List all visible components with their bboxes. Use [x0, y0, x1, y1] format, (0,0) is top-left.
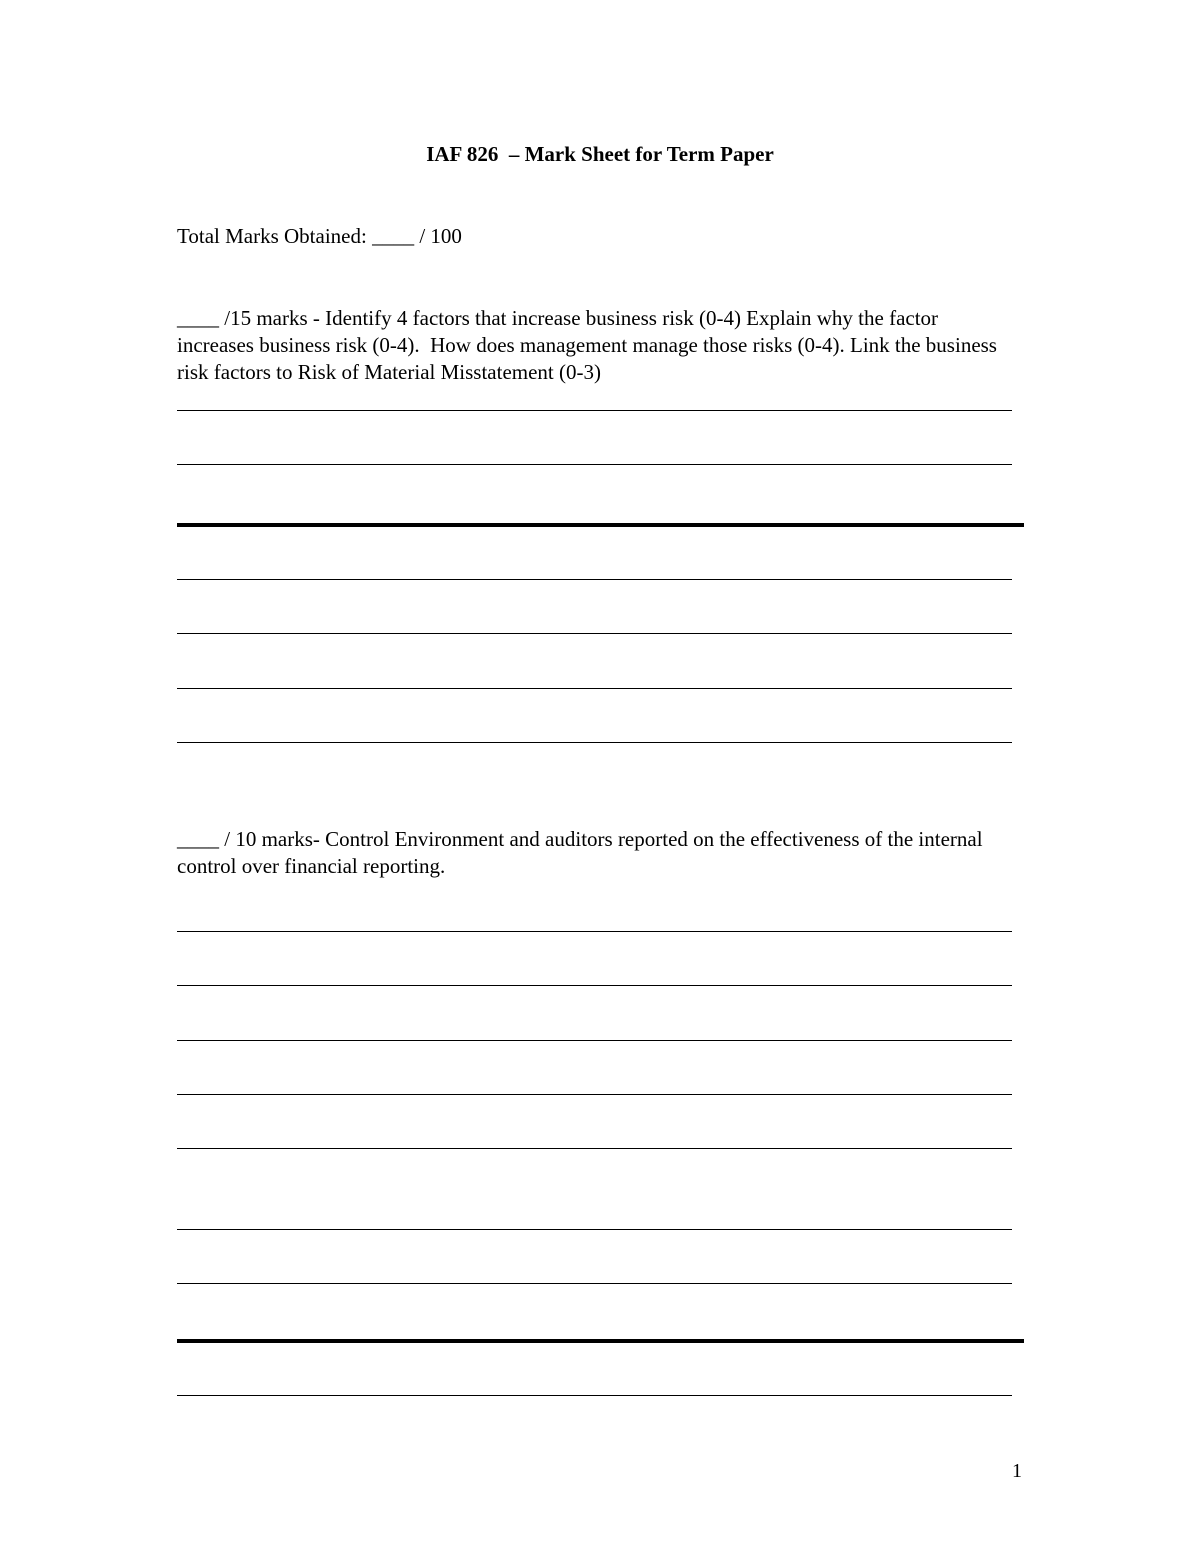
answer-line [177, 1395, 1012, 1396]
answer-line [177, 1148, 1012, 1149]
answer-line [177, 1283, 1012, 1284]
answer-line [177, 688, 1012, 689]
page-number: 1 [1012, 1460, 1022, 1482]
answer-line [177, 464, 1012, 465]
section-divider [177, 523, 1024, 527]
answer-line [177, 985, 1012, 986]
answer-line [177, 742, 1012, 743]
section2-prompt: ____ / 10 marks- Control Environment and auditors reported on the effectiveness of the internal control over financial reporting. [177, 827, 988, 878]
answer-line [177, 1040, 1012, 1041]
answer-line [177, 410, 1012, 411]
section1-prompt: ____ /15 marks - Identify 4 factors that increase business risk (0-4) Explain why the factor increases business risk (0-4). How does management manage those risks (0-4). Link the business risk factors to Risk of Material Misstatement (0-3) [177, 306, 1003, 384]
answer-line [177, 1094, 1012, 1095]
answer-line [177, 931, 1012, 932]
section-divider [177, 1339, 1024, 1343]
answer-line [177, 1229, 1012, 1230]
total-marks-line: Total Marks Obtained: ____ / 100 [177, 224, 462, 248]
page-title: IAF 826 – Mark Sheet for Term Paper [426, 142, 774, 166]
answer-line [177, 579, 1012, 580]
answer-line [177, 633, 1012, 634]
